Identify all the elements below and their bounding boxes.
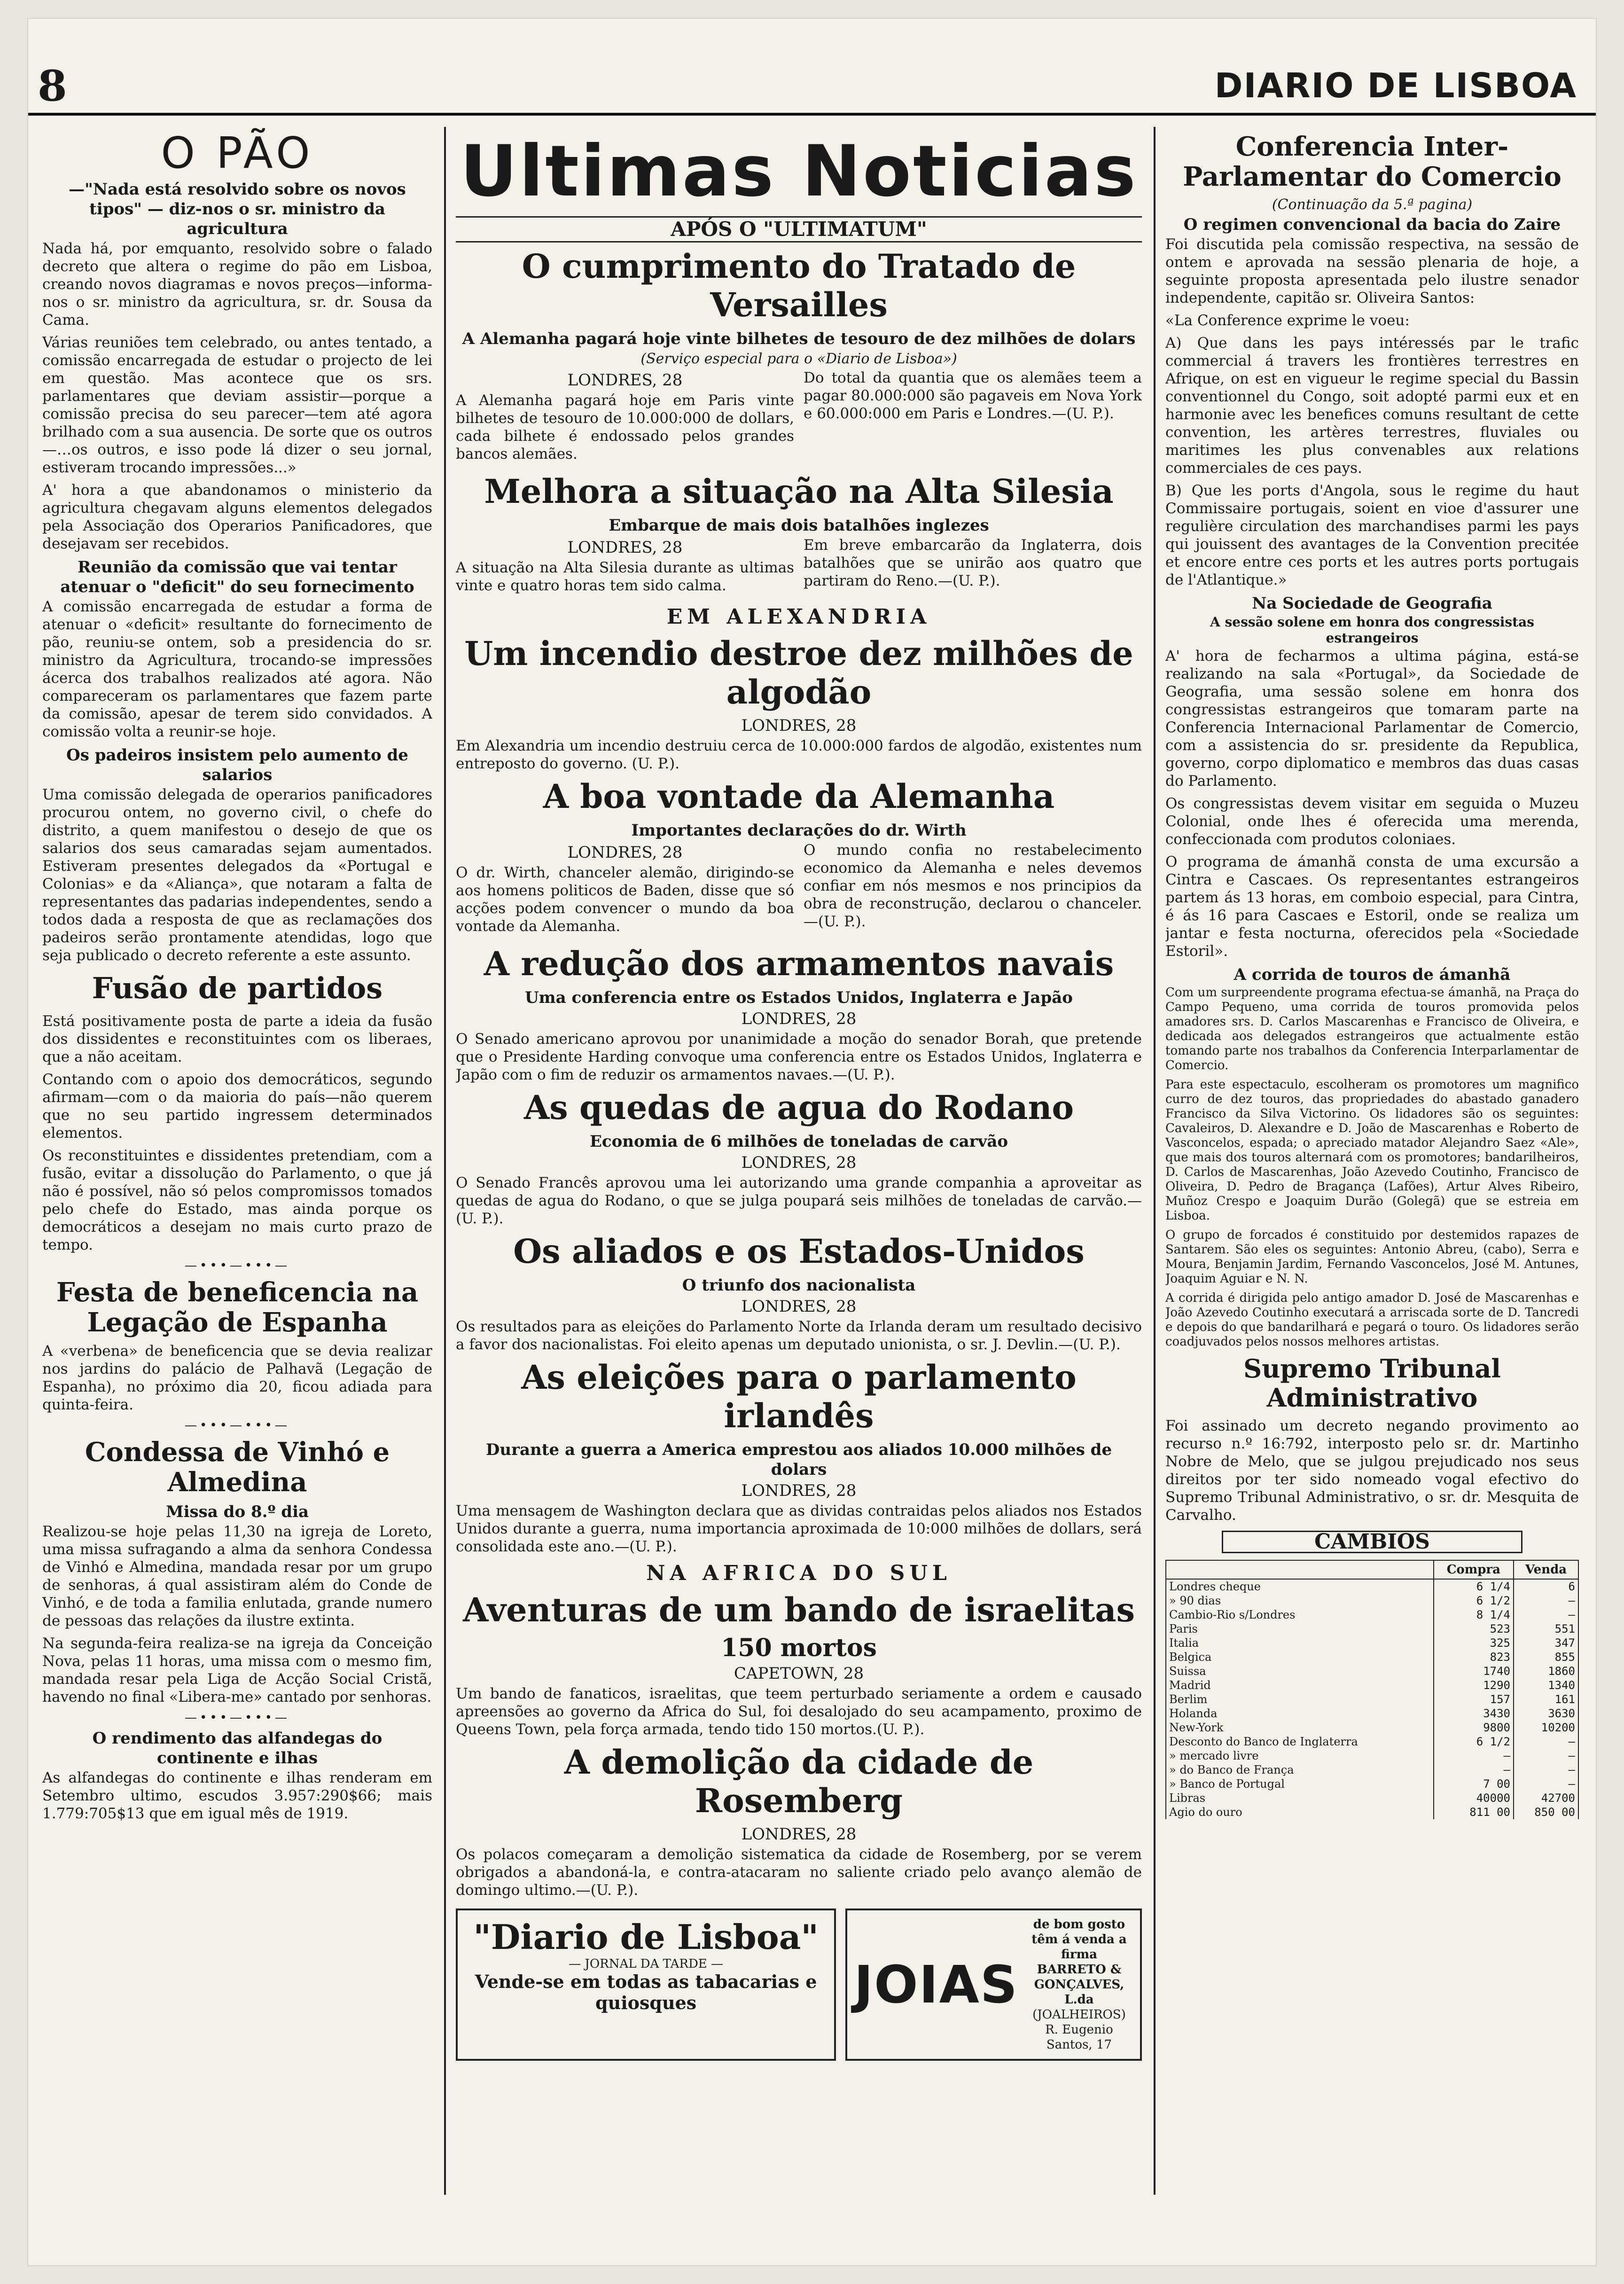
section-label: EM ALEXANDRIA — [666, 605, 931, 629]
table-cell: 551 — [1514, 1622, 1578, 1636]
table-cell: Desconto do Banco de Inglaterra — [1166, 1735, 1434, 1749]
paragraph: A' hora de fecharmos a ultima página, está-se realizando na sala «Portugal», da Sociedade de Geografia, uma sessão solene em honra dos congressistas estrangeiros que tomaram parte na Conferencia Internacional Parlamentar de Comercio, com a assistencia do sr. presidente da Republica, governo, corpo diplomatico e membros das duas casas do Parlamento. — [1165, 648, 1579, 790]
paragraph: Realizou-se hoje pelas 11,30 na igreja de Loreto, uma missa sufragando a alma da senhora Condessa de Vinhó e Almedina, mandada resar por um grupo de senhoras, á qual assistiram além do Conde de Vinhó, e de toda a familia enlutada, grande numero de pessoas das relações da ilustre extinta. — [42, 1523, 432, 1629]
table-cell: 1860 — [1514, 1664, 1578, 1678]
paragraph: Do total da quantia que os alemães teem a pagar 80.000:000 são pagaveis em Nova York e 60.000:000 em Paris e Londres.—(U. P.). — [804, 369, 1142, 422]
table-row — [1166, 1749, 1578, 1763]
divider-ornament: —•••—•••— — [184, 1418, 290, 1432]
table-row — [1166, 1650, 1578, 1664]
paragraph: A «verbena» de beneficencia que se devia realizar nos jardins do palácio de Palhavã (Legação de Espanha), no próximo dia 20, ficou adiada para quinta-feira. — [42, 1343, 432, 1413]
table-row — [1166, 1678, 1578, 1692]
table-cell: » 90 dias — [1166, 1594, 1434, 1608]
paragraph: Em Alexandria um incendio destruiu cerca de 10.000:000 fardos de algodão, existentes num entreposto do governo. (U. P.). — [456, 737, 1142, 772]
table-row — [1166, 1579, 1578, 1594]
table-row — [1166, 1735, 1578, 1749]
paragraph: Os congressistas devem visitar em seguida o Muzeu Colonial, onde lhes é oferecida uma merenda, confeccionada com produtos coloniaes. — [1165, 795, 1579, 848]
paragraph: Uma comissão delegada de operarios panificadores procurou ontem, no governo civil, o chefe do distrito, a quem manifestou o desejo de que os salarios dos seus camaradas sejam aumentados. Estiveram presentes delegados da «Portugal e Colonias» e da «Aliança», que notaram a falta de representantes das padarias independentes, sendo a todos dada a resposta de que as reclamações dos padeiros serão prontamente atendidas, logo que seja publicado o decreto referente a este assunto. — [42, 786, 432, 964]
paragraph: Os reconstituintes e dissidentes pretendiam, com a fusão, evitar a dissolução do Parlamento, o que já não é possível, não só pelos compromissos tomados pelo chefe do Estado, mas ainda porque os democráticos a desejam no mais curto prazo de tempo. — [42, 1147, 432, 1253]
paragraph: O programa de ámanhã consta de uma excursão a Cintra e Cascaes. Os representantes estrangeiros partem ás 13 horas, em comboio especial, para Cintra, é ás 16 para Cascaes e Estoril, onde se realiza um jantar e festa nocturna, oferecidos pela «Sociedade Estoril». — [1165, 853, 1579, 960]
paragraph: Contando com o apoio dos democráticos, segundo afirmam—com o da maioria do país—não querem que no seu partido ingressem determinados elementos. — [42, 1071, 432, 1142]
column-divider — [444, 127, 446, 2195]
column-right — [1165, 127, 1579, 2204]
paragraph: A situação na Alta Silesia durante as ultimas vinte e quatro horas tem sido calma. — [456, 559, 794, 594]
paragraph: «La Conference exprime le voeu: — [1165, 312, 1410, 329]
headline: Melhora a situação na Alta Silesia — [484, 472, 1114, 511]
table-cell: Londres cheque — [1166, 1579, 1434, 1594]
table-cell: Agio do ouro — [1166, 1805, 1434, 1819]
paragraph: B) Que les ports d'Angola, sous le regime du haut Commissaire portugais, soient en vioe d'assurer une regulière circulation des marchandises parmi les pays qui jouissent des avantages de la Convention precitée et encore entre ces ports et les autres ports portugais de l'Atlantique.» — [1165, 482, 1579, 588]
table-cell: — — [1434, 1749, 1514, 1763]
column-left — [42, 127, 432, 2204]
table-cell: 6 1/4 — [1434, 1579, 1514, 1594]
table-cell: Suissa — [1166, 1664, 1434, 1678]
table-cell: 811 00 — [1434, 1805, 1514, 1819]
page-number: 8 — [38, 61, 67, 111]
headline: O rendimento das alfandegas do continente e ilhas — [92, 1729, 383, 1768]
subheadline: A sessão solene em honra dos congressistas estrangeiros — [1210, 614, 1534, 646]
subheadline: 150 mortos — [721, 1634, 877, 1662]
article-body — [456, 841, 1142, 940]
table-title: CAMBIOS — [1222, 1531, 1522, 1553]
table-cell: Italia — [1166, 1636, 1434, 1650]
headline: Aventuras de um bando de israelitas — [462, 1590, 1135, 1629]
dateline: CAPETOWN, 28 — [734, 1664, 864, 1683]
table-cell: 40000 — [1434, 1791, 1514, 1805]
paragraph: Com um surpreendente programa efectua-se ámanhã, na Praça do Campo Pequeno, uma corrida de touros promovida pelos amadores srs. D. Carlos Mascarenhas e Francisco de Oliveira, e dedicada aos delegados estrangeiros que actualmente estão tomando parte nos trabalhos da Conferencia Interparlamentar de Comercio. — [1165, 986, 1579, 1072]
table-cell: Belgica — [1166, 1650, 1434, 1664]
table-cell: 855 — [1514, 1650, 1578, 1664]
table-row — [1166, 1622, 1578, 1636]
ad-title: "Diario de Lisboa" — [473, 1917, 819, 1957]
table-cell: 347 — [1514, 1636, 1578, 1650]
paragraph: A' hora a que abandonamos o ministerio da agricultura chegavam alguns elementos delegados pela Associação dos Operarios Panificadores, que desejavam ser recebidos. — [42, 482, 432, 552]
table-cell: » Banco de Portugal — [1166, 1777, 1434, 1791]
table-cell: — — [1514, 1608, 1578, 1622]
headline: Festa de beneficencia na Legação de Espanha — [56, 1277, 419, 1338]
table-cell: 3430 — [1434, 1706, 1514, 1721]
table-row — [1166, 1721, 1578, 1735]
article-body — [456, 536, 1142, 599]
ad-line: R. Eugenio Santos, 17 — [1045, 2023, 1113, 2052]
headline: O cumprimento do Tratado de Versailles — [522, 247, 1076, 324]
subheadline: Economia de 6 milhões de toneladas de carvão — [589, 1132, 1008, 1151]
table-cell: » do Banco de França — [1166, 1763, 1434, 1777]
dateline: LONDRES, 28 — [567, 843, 683, 862]
paragraph: Um bando de fanaticos, israelitas, que teem perturbado seriamente a ordem e causado apreensões ao governo da Africa do Sul, foi desalojado do seu acampamento, proximo de Queens Town, pela força armada, tendo tido 150 mortos.(U. P.). — [456, 1685, 1142, 1738]
table-cell: 325 — [1434, 1636, 1514, 1650]
table-cell: — — [1514, 1777, 1578, 1791]
subheadline: Uma conferencia entre os Estados Unidos, Inglaterra e Japão — [525, 988, 1073, 1007]
table-cell: 42700 — [1514, 1791, 1578, 1805]
paragraph: O dr. Wirth, chanceler alemão, dirigindo-se aos homens politicos de Baden, disse que só acções podem convencer o mundo da boa vontade da Alemanha. — [456, 864, 794, 935]
table-cell: 3630 — [1514, 1706, 1578, 1721]
ad-joias-title: JOIAS — [854, 1955, 1018, 2015]
subheadline: Durante a guerra a America emprestou aos aliados 10.000 milhões de dolars — [485, 1440, 1112, 1479]
paragraph: Várias reuniões tem celebrado, ou antes tentado, a comissão encarregada de estudar o projecto de lei em questão. Mas acontece que os srs. parlamentares que deviam assistir—porque a comissão precisa do seu parecer—tem até agora brilhado com a sua ausencia. De sorte que os outros—…os outros, e isso pode lá dizer o seu jornal, estiveram trocando impressões...» — [42, 334, 432, 476]
table-body — [1166, 1579, 1578, 1819]
headline: A demolição da cidade de Rosemberg — [564, 1743, 1034, 1820]
dateline: LONDRES, 28 — [741, 1825, 857, 1844]
table-row — [1166, 1664, 1578, 1678]
kicker: APÓS O "ULTIMATUM" — [456, 216, 1142, 242]
headline: Um incendio destroe dez milhões de algodão — [464, 634, 1133, 712]
table-cell: Madrid — [1166, 1678, 1434, 1692]
table-row — [1166, 1777, 1578, 1791]
paragraph: A comissão encarregada de estudar a forma de atenuar o «deficit» resultante do fornecimento de pão, reuniu-se ontem, sob a presidencia do sr. ministro da Agricultura, trocando-se impressões ácerca dos trabalhos realizados até agora. Não compareceram os parlamentares que fazem parte da comissão, apesar de terem sido convidados. A comissão volta a reunir-se hoje. — [42, 598, 432, 740]
table-cell: 850 00 — [1514, 1805, 1578, 1819]
headline: Conferencia Inter-Parlamentar do Comercio — [1183, 131, 1562, 192]
table-cell: 823 — [1434, 1650, 1514, 1664]
dateline: LONDRES, 28 — [741, 1153, 857, 1172]
headline: Os padeiros insistem pelo aumento de salarios — [66, 746, 408, 784]
table-cell: — — [1514, 1594, 1578, 1608]
table-row — [1166, 1805, 1578, 1819]
ad-diario-de-lisboa — [456, 1909, 836, 2061]
dateline: LONDRES, 28 — [741, 1297, 857, 1316]
paragraph: Para este espectaculo, escolheram os promotores um magnifico curro de dez touros, das propriedades do abastado ganadero Francisco da Silva Victorino. Os lidadores são os seguintes: Cavaleiros, D. Alexandre e D. João de Mascarenhas e Roberto de Vasconcelos, espada; o apreciado matador Alejandro Saez «Ale», que mais dos touros alternará com os promotores; bandarilheiros, D. Carlos de Mascarenhas, João Azevedo Coutinho, Francisco de Oliveira, D. Pedro de Bragança (Lafões), Artur Alves Ribeiro, Muñoz Crespo e Joaquim Durão (Golegã) que se estreia em Lisboa. — [1165, 1078, 1579, 1223]
table-header-cell — [1166, 1560, 1434, 1579]
table-cell: — — [1514, 1763, 1578, 1777]
table-row — [1166, 1763, 1578, 1777]
paragraph: Foi assinado um decreto negando provimento ao recurso n.º 16:792, interposto pelo sr. dr. Martinho Nobre de Melo, que se julgou prejudicado nos seus direitos por ter sido nomeado vogal efectivo do Supremo Tribunal Administrativo, o sr. dr. Mesquita de Carvalho. — [1165, 1417, 1579, 1524]
table-cell: 6 1/2 — [1434, 1735, 1514, 1749]
headline: Reunião da comissão que vai tentar atenuar o "deficit" do seu fornecimento — [60, 558, 414, 596]
subheadline: A Alemanha pagará hoje vinte bilhetes de tesouro de dez milhões de dolars — [462, 329, 1136, 348]
table-cell: 157 — [1434, 1692, 1514, 1706]
paragraph: A Alemanha pagará hoje em Paris vinte bilhetes de tesouro de 10.000:000 de dollars, cada bilhete é endossado pelos grandes bancos alemães. — [456, 392, 794, 462]
paragraph: A) Que dans les pays intéressés par le trafic commercial á travers les frontières terrestres en Afrique, on est en vigueur le regime special du Bassin conventionnel du Congo, soit adopté parmi eux et en harmonie avec les benefices comuns resultant de cette convention, les artères terrestres, fluviales ou maritimes les plus convenables aux relations commerciales de ces pays. — [1165, 335, 1579, 477]
paragraph: A corrida é dirigida pelo antigo amador D. José de Mascarenhas e João Azevedo Coutinho executará a arriscada sorte de D. Tancredi e depois do que bandarilhará e pegará o touro. Os lidadores serão coadjuvados pelos nossos melhores artistas. — [1165, 1291, 1579, 1349]
headline: A boa vontade da Alemanha — [543, 777, 1055, 816]
table-cell: 523 — [1434, 1622, 1514, 1636]
paragraph: Está positivamente posta de parte a ideia da fusão dos dissidentes e reconstituintes com os liberaes, que a não aceitam. — [42, 1013, 432, 1065]
paragraph: Nada há, por emquanto, resolvido sobre o falado decreto que altera o regime do pão em Lisboa, creando novos diagramas e novos preços—informa-nos o sr. ministro da agricultura, sr. dr. Sousa da Cama. — [42, 240, 432, 329]
table-cell: 1290 — [1434, 1678, 1514, 1692]
table-cell: Berlim — [1166, 1692, 1434, 1706]
headline: O regimen convencional da bacia do Zaire — [1183, 215, 1561, 234]
paragraph: Na segunda-feira realiza-se na igreja da Conceição Nova, pelas 11 horas, uma missa com o mesmo fim, mandada resar pela Liga de Acção Social Cristã, havendo no final «Libera-me» cantado por senhoras. — [42, 1635, 432, 1705]
table-cell: 1740 — [1434, 1664, 1514, 1678]
headline: A corrida de touros de ámanhã — [1234, 965, 1511, 984]
paragraph: Em breve embarcarão da Inglaterra, dois batalhões que se unirão aos quatro que partiram do Reno.—(U. P.). — [804, 537, 1142, 589]
paragraph: O grupo de forcados é constituido por destemidos rapazes de Santarem. São eles os seguintes: Antonio Abreu, (cabo), Serra e Moura, Benjamin Jardim, Fernando Vasconcelos, José M. Antunes, Joaquim Aguiar e N. N. — [1165, 1228, 1579, 1286]
table-row — [1166, 1636, 1578, 1650]
paragraph: Uma mensagem de Washington declara que as dividas contraidas pelos aliados nos Estados Unidos durante a guerra, numa importancia aproximada de 10:000 milhões de dollars, será consolidada este ano.—(U. P.). — [456, 1502, 1142, 1555]
headline: Fusão de partidos — [92, 971, 383, 1005]
column-divider — [1154, 127, 1156, 2195]
table-cell: Cambio-Rio s/Londres — [1166, 1608, 1434, 1622]
table-row — [1166, 1706, 1578, 1721]
table-cell: — — [1434, 1763, 1514, 1777]
ad-line: de bom gosto têm á venda a firma — [1031, 1917, 1127, 1962]
table-cell: 7 00 — [1434, 1777, 1514, 1791]
dateline: LONDRES, 28 — [741, 1481, 857, 1500]
table-cell: 6 — [1514, 1579, 1578, 1594]
section-title-pao: O PÃO — [161, 128, 314, 178]
advertisements — [456, 1909, 1142, 2061]
table-row — [1166, 1594, 1578, 1608]
section-label: NA AFRICA DO SUL — [646, 1561, 952, 1585]
table-cell: Paris — [1166, 1622, 1434, 1636]
table-cell: » mercado livre — [1166, 1749, 1434, 1763]
article-body — [456, 369, 1142, 468]
table-cell: Holanda — [1166, 1706, 1434, 1721]
ad-joias — [845, 1909, 1142, 2061]
newspaper-page — [28, 19, 1596, 2265]
table-row — [1166, 1692, 1578, 1706]
table-cell: 9800 — [1434, 1721, 1514, 1735]
ad-text: Vende-se em todas as tabacarias e quiosques — [475, 1971, 817, 2013]
subheadline: Importantes declarações do dr. Wirth — [631, 821, 967, 840]
exchange-table — [1165, 1560, 1579, 1819]
headline: —"Nada está resolvido sobre os novos tipos" — diz-nos o sr. ministro da agricultura — [69, 180, 406, 238]
headline: As quedas de agua do Rodano — [523, 1088, 1074, 1127]
headline: Condessa de Vinhó e Almedina — [85, 1437, 390, 1498]
headline: Os aliados e os Estados-Unidos — [513, 1232, 1085, 1271]
subheadline: O triunfo dos nacionalista — [682, 1276, 916, 1295]
table-cell: New-York — [1166, 1721, 1434, 1735]
table-row — [1166, 1791, 1578, 1805]
divider-ornament: —•••—•••— — [184, 1259, 290, 1273]
table-cell: — — [1514, 1735, 1578, 1749]
paragraph: As alfandegas do continente e ilhas renderam em Setembro ultimo, escudos 3.957:290$66; mais 1.779:705$13 que em igual mês de 1919. — [42, 1769, 432, 1822]
table-header-cell: Venda — [1514, 1560, 1578, 1579]
newspaper-name: DIARIO DE LISBOA — [1214, 66, 1577, 105]
divider-ornament: —•••—•••— — [184, 1711, 290, 1725]
table-cell: Libras — [1166, 1791, 1434, 1805]
headline: Na Sociedade de Geografia — [1252, 594, 1492, 613]
paragraph: Os resultados para as eleições do Parlamento Norte da Irlanda deram um resultado decisivo a favor dos nacionalistas. Foi eleito apenas um deputado unionista, o sr. J. Devlin.—(U. P.). — [456, 1318, 1142, 1353]
paragraph: Os polacos começaram a demolição sistematica da cidade de Rosemberg, por se verem obrigados a abandoná-la, e contra-atacaram no saliente criado pelo avanço alemão de domingo ultimo.—(U. P.). — [456, 1846, 1142, 1899]
table-cell: 10200 — [1514, 1721, 1578, 1735]
table-header-cell: Compra — [1434, 1560, 1514, 1579]
paragraph: O mundo confia no restabelecimento economico da Alemanha e neles devemos confiar em nós mesmos e nos principios da obra de reconstrução, declarou o chanceler.—(U. P.). — [804, 842, 1142, 930]
dateline: LONDRES, 28 — [741, 1009, 857, 1028]
table-cell: — — [1514, 1749, 1578, 1763]
column-center — [456, 127, 1142, 2204]
paragraph: Foi discutida pela comissão respectiva, na sessão de ontem e aprovada na sessão plenaria de hoje, a seguinte proposta apresentada pelo ilustre senador independente, capitão sr. Oliveira Santos: — [1165, 236, 1579, 306]
table-cell: 1340 — [1514, 1678, 1578, 1692]
headline: As eleições para o parlamento irlandês — [521, 1358, 1077, 1435]
headline: Supremo Tribunal Administrativo — [1243, 1353, 1501, 1413]
ad-line: (JOALHEIROS) — [1032, 2008, 1126, 2022]
subheadline: Embarque de mais dois batalhões inglezes — [609, 516, 989, 535]
subheadline: Missa do 8.º dia — [165, 1502, 309, 1521]
dateline: LONDRES, 28 — [741, 716, 857, 735]
table-cell: 8 1/4 — [1434, 1608, 1514, 1622]
service-note: (Serviço especial para o «Diario de Lisboa») — [640, 351, 957, 367]
masthead-ultimas-noticias: Ultimas Noticias — [460, 131, 1138, 212]
table-header-row — [1166, 1560, 1578, 1579]
paragraph: O Senado americano aprovou por unanimidade a moção do senador Borah, que pretende que o Presidente Harding convoque uma conferencia entre os Estados Unidos, Inglaterra e Japão com o fim de reduzir os armamentos navaes.—(U. P.). — [456, 1031, 1142, 1083]
dateline: LONDRES, 28 — [567, 538, 683, 557]
dateline: LONDRES, 28 — [567, 371, 683, 390]
page-header — [28, 47, 1596, 116]
continuation-note: (Continuação da 5.ª pagina) — [1272, 196, 1473, 213]
headline: A redução dos armamentos navais — [484, 944, 1114, 983]
table-cell: 161 — [1514, 1692, 1578, 1706]
table-cell: 6 1/2 — [1434, 1594, 1514, 1608]
ad-line: BARRETO & GONÇALVES, L.da — [1034, 1963, 1124, 2007]
paragraph: O Senado Francês aprovou uma lei autorizando uma grande companhia a aproveitar as quedas de agua do Rodano, o que se julga poupará seis milhões de toneladas de carvão.—(U. P.). — [456, 1174, 1142, 1227]
table-row — [1166, 1608, 1578, 1622]
ad-subtitle: — JORNAL DA TARDE — — [569, 1957, 724, 1971]
